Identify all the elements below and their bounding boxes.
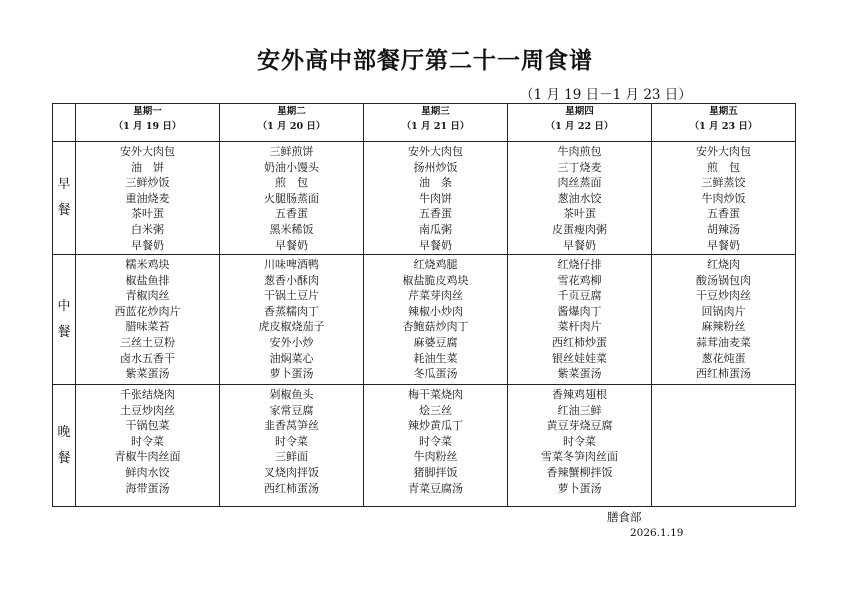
dish-item: 萝卜蛋汤 <box>269 367 314 381</box>
dish-item: 干锅包菜 <box>125 419 170 433</box>
day-header <box>364 104 508 142</box>
dish-item: 紫菜蛋汤 <box>125 367 170 381</box>
dish-item: 杏鲍菇炒肉丁 <box>402 320 469 334</box>
dish-item: 千页豆腐 <box>557 289 602 303</box>
dish-item: 南瓜粥 <box>419 222 452 236</box>
day-header <box>220 104 364 142</box>
dish-item: 牛肉粉丝 <box>413 450 458 464</box>
dish-item: 早餐奶 <box>131 238 164 252</box>
menu-cell <box>508 385 652 507</box>
menu-cell <box>364 385 508 507</box>
dish-item: 糯米鸡块 <box>125 258 170 271</box>
dish-item: 川味啤酒鸭 <box>264 258 319 271</box>
dish-item: 重油烧麦 <box>125 191 170 205</box>
dish-item: 青菜豆腐汤 <box>408 481 463 495</box>
dish-item: 酱爆肉丁 <box>557 304 602 318</box>
dish-item: 火腿肠蒸面 <box>264 191 319 205</box>
dish-item: 肉丝蒸面 <box>557 176 602 190</box>
menu-table <box>52 103 796 507</box>
dish-item: 椒盐鱼排 <box>125 273 170 287</box>
dish-item: 银丝娃娃菜 <box>552 351 607 365</box>
dish-item: 回锅肉片 <box>701 304 746 318</box>
dish-item: 油 饼 <box>131 160 164 174</box>
dish-item: 香辣蟹柳拌饭 <box>546 465 613 479</box>
menu-cell <box>76 142 220 255</box>
dish-item: 安外小炒 <box>269 335 314 349</box>
menu-cell <box>508 255 652 385</box>
dish-item: 牛肉煎包 <box>557 145 602 158</box>
dish-item: 叉烧肉拌饭 <box>264 465 319 479</box>
dish-item: 时令菜 <box>275 434 308 448</box>
dish-item: 皮蛋瘦肉粥 <box>552 222 607 236</box>
dish-item: 胡辣汤 <box>707 222 740 236</box>
dish-item: 早餐奶 <box>707 238 740 252</box>
dish-item: 冬瓜蛋汤 <box>413 367 458 381</box>
dish-item: 腊味菜苔 <box>125 320 170 334</box>
day-header <box>652 104 796 142</box>
menu-cell <box>508 142 652 255</box>
dish-item: 青椒牛肉丝面 <box>114 450 181 464</box>
dish-item: 茶叶蛋 <box>563 207 596 221</box>
dish-item: 茶叶蛋 <box>131 207 164 221</box>
day-name: 星期四 <box>565 106 594 117</box>
day-header <box>508 104 652 142</box>
dish-item: 早餐奶 <box>419 238 452 252</box>
meal-label-char: 餐 <box>57 450 71 466</box>
menu-cell <box>76 385 220 507</box>
dish-item: 青椒肉丝 <box>125 289 170 303</box>
dish-item: 酸汤锅包肉 <box>696 273 751 287</box>
menu-cell <box>364 142 508 255</box>
meal-label <box>53 255 76 385</box>
meal-label-char: 晚 <box>57 424 71 440</box>
dish-item: 椒盐脆皮鸡块 <box>402 273 469 287</box>
corner-cell <box>53 104 76 142</box>
dish-item: 葱花炖蛋 <box>701 351 746 365</box>
menu-cell <box>652 385 796 507</box>
day-name: 星期二 <box>277 106 306 117</box>
dish-item: 黄豆芽烧豆腐 <box>546 419 613 433</box>
day-header <box>76 104 220 142</box>
dish-item: 雪菜冬笋肉丝面 <box>541 450 618 464</box>
meal-label <box>53 142 76 255</box>
lunch-row <box>53 255 796 385</box>
dish-item: 麻辣粉丝 <box>701 320 746 334</box>
dish-item: 安外大肉包 <box>408 145 463 158</box>
dish-item: 卤水五香干 <box>120 351 175 365</box>
dish-item: 三丁烧麦 <box>557 160 602 174</box>
dish-item: 红烧鸡腿 <box>413 258 458 271</box>
menu-cell <box>220 255 364 385</box>
page-title: 安外高中部餐厅第二十一周食谱 <box>257 47 593 74</box>
dish-item: 煎 包 <box>707 160 740 174</box>
dish-item: 千张结烧肉 <box>120 388 175 401</box>
day-name: 星期三 <box>421 106 450 117</box>
dish-item: 西红柿炒蛋 <box>552 335 607 349</box>
day-date: （1 月 23 日） <box>689 121 758 132</box>
dish-item: 耗油生菜 <box>413 351 458 365</box>
menu-cell <box>652 142 796 255</box>
menu-cell <box>220 142 364 255</box>
dish-item: 西红柿蛋汤 <box>264 481 319 495</box>
day-name: 星期一 <box>133 106 162 117</box>
dish-item: 虎皮椒烧茄子 <box>258 320 325 334</box>
dish-item: 西红柿蛋汤 <box>696 367 751 381</box>
dish-item: 油 条 <box>419 176 452 190</box>
dish-item: 牛肉饼 <box>419 191 452 205</box>
day-date: （1 月 22 日） <box>545 121 614 132</box>
dish-item: 早餐奶 <box>275 238 308 252</box>
dish-item: 紫菜蛋汤 <box>557 367 602 381</box>
dish-item: 土豆炒肉丝 <box>120 403 175 417</box>
dish-item: 煎 包 <box>275 176 308 190</box>
dish-item: 白米粥 <box>131 222 164 236</box>
dish-item: 三丝土豆粉 <box>120 335 175 349</box>
dish-item: 三鲜煎饼 <box>269 145 314 158</box>
day-date: （1 月 19 日） <box>113 121 182 132</box>
dish-item: 干豆炒肉丝 <box>696 289 751 303</box>
dish-item: 时令菜 <box>419 434 452 448</box>
dish-item: 芹菜芽肉丝 <box>408 289 463 303</box>
dish-item: 鲜肉水饺 <box>125 465 170 479</box>
dish-item: 萝卜蛋汤 <box>557 481 602 495</box>
dish-item: 麻婆豆腐 <box>413 335 458 349</box>
menu-cell <box>220 385 364 507</box>
dish-item: 五香蛋 <box>707 207 740 221</box>
menu-cell <box>364 255 508 385</box>
dish-item: 五香蛋 <box>419 207 452 221</box>
dish-item: 海带蛋汤 <box>125 481 170 495</box>
dish-item: 安外大肉包 <box>696 145 751 158</box>
day-date: （1 月 21 日） <box>401 121 470 132</box>
dish-item: 牛肉炒饭 <box>701 191 746 205</box>
dish-item: 五香蛋 <box>275 207 308 221</box>
dish-item: 葱香小酥肉 <box>264 273 319 287</box>
dish-item: 红烧肉 <box>707 258 740 271</box>
dish-item: 奶油小馒头 <box>264 160 319 174</box>
dish-item: 菜杆肉片 <box>557 320 602 334</box>
dish-item: 三鲜炒饭 <box>125 176 170 190</box>
dish-item: 红油三鲜 <box>557 403 602 417</box>
header-row <box>53 104 796 142</box>
dish-item: 雪花鸡柳 <box>557 273 602 287</box>
menu-cell <box>652 255 796 385</box>
dish-item: 早餐奶 <box>563 238 596 252</box>
dinner-row <box>53 385 796 507</box>
meal-label-char: 早 <box>57 177 71 192</box>
dish-item: 油焖菜心 <box>269 351 314 365</box>
day-name: 星期五 <box>709 106 738 117</box>
dish-item: 韭香莴笋丝 <box>264 419 319 433</box>
breakfast-row <box>53 142 796 255</box>
dish-item: 西蓝花炒肉片 <box>114 304 181 318</box>
dish-item: 辣炒黄瓜丁 <box>408 419 463 433</box>
dish-item: 三鲜面 <box>275 450 308 464</box>
dish-item: 家常豆腐 <box>269 403 314 417</box>
dish-item: 黑米稀饭 <box>269 222 314 236</box>
dish-item: 干锅土豆片 <box>264 289 319 303</box>
dish-item: 香辣鸡翅根 <box>552 388 607 401</box>
dish-item: 时令菜 <box>131 434 164 448</box>
dish-item: 安外大肉包 <box>120 145 175 158</box>
dish-item: 辣椒小炒肉 <box>408 304 463 318</box>
footer-date: 2026.1.19 <box>630 527 684 539</box>
day-date: （1 月 20 日） <box>257 121 326 132</box>
meal-label <box>53 385 76 507</box>
dish-item: 剁椒鱼头 <box>269 388 314 401</box>
menu-cell <box>76 255 220 385</box>
dish-item: 猪脚拌饭 <box>413 465 458 479</box>
dish-item: 烩三丝 <box>419 403 452 417</box>
dish-item: 红烧仔排 <box>557 258 602 271</box>
meal-label-char: 餐 <box>57 324 71 340</box>
footer-department: 膳食部 <box>607 510 642 524</box>
dish-item: 三鲜蒸饺 <box>701 176 746 190</box>
date-range: （1 月 19 日－1 月 23 日） <box>520 87 692 103</box>
dish-item: 葱油水饺 <box>557 191 602 205</box>
meal-label-char: 餐 <box>57 203 71 218</box>
dish-item: 蒜茸油麦菜 <box>696 335 751 349</box>
dish-item: 香蒸糯肉丁 <box>264 304 319 318</box>
meal-label-char: 中 <box>57 298 71 314</box>
dish-item: 梅干菜烧肉 <box>408 388 463 401</box>
dish-item: 扬州炒饭 <box>413 160 458 174</box>
dish-item: 时令菜 <box>563 434 596 448</box>
